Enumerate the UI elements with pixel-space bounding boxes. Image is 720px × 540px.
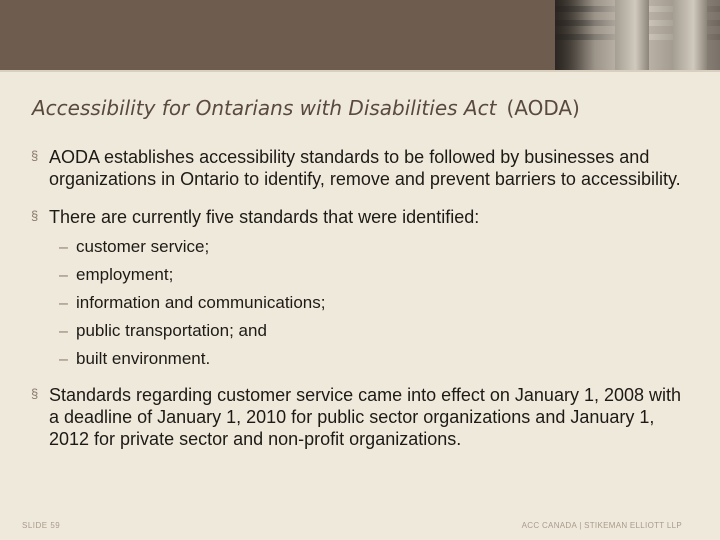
header-photo <box>555 0 720 70</box>
sub-item-text: employment; <box>76 265 174 284</box>
sub-item-text: built environment. <box>76 349 211 368</box>
sub-item <box>49 346 691 374</box>
title-main: Accessibility for Ontarians with Disabilities Act <box>32 96 497 120</box>
sub-item-text: information and communications; <box>76 293 326 312</box>
bullet-item <box>31 384 691 450</box>
sub-item <box>49 234 691 262</box>
dash-icon: – <box>59 323 68 340</box>
dash-icon: – <box>59 295 68 312</box>
header-divider <box>0 70 720 72</box>
sub-item <box>49 262 691 290</box>
dash-icon: – <box>59 351 68 368</box>
bullet-icon: § <box>31 148 39 163</box>
bullet-list <box>31 146 691 466</box>
sub-item-text: customer service; <box>76 237 210 256</box>
sub-item-text: public transportation; and <box>76 321 267 340</box>
bullet-item <box>31 206 691 374</box>
bullet-text: AODA establishes accessibility standards to be followed by businesses and organizations in Ontario to identify, remove and prevent barriers to accessibility. <box>49 147 681 189</box>
dash-icon: – <box>59 267 68 284</box>
footer-credit: ACC CANADA | STIKEMAN ELLIOTT LLP <box>521 521 682 530</box>
bullet-text: Standards regarding customer service came into effect on January 1, 2008 with a deadline of January 1, 2010 for public sector organizations and January 1, 2012 for private sector and non-profit organizations. <box>49 385 682 449</box>
slide-number: SLIDE 59 <box>22 521 61 530</box>
sub-item <box>49 318 691 346</box>
title-abbreviation: (AODA) <box>506 96 580 120</box>
bullet-item <box>31 146 691 190</box>
slide-title <box>32 96 702 121</box>
bullet-text: There are currently five standards that were identified: <box>49 207 480 227</box>
bullet-icon: § <box>31 386 39 401</box>
sub-item <box>49 290 691 318</box>
dash-icon: – <box>59 239 68 256</box>
bullet-icon: § <box>31 208 39 223</box>
sub-list <box>49 234 691 374</box>
